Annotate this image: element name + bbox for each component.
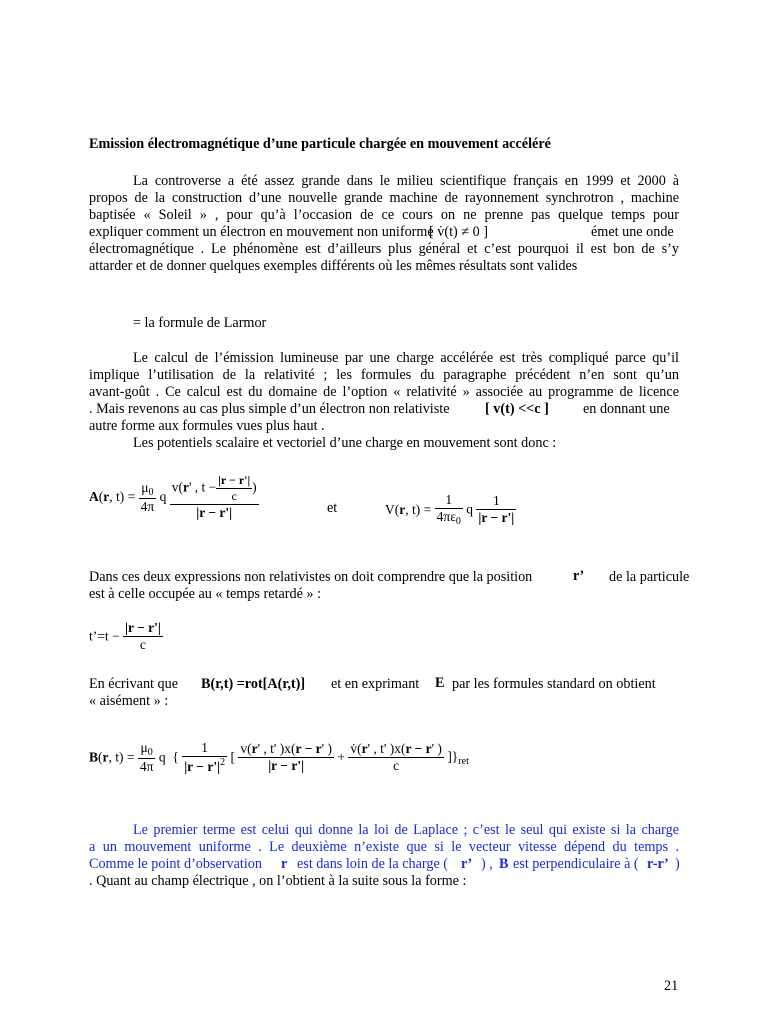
p5-line-2: a un mouvement uniforme . Le deuxième n’existe que si le vecteur vitesse dépend du temps . [89,839,679,855]
p5-line-3-text: Comme le point d’observation [89,856,262,872]
p1-line-6: attarder et de donner quelques exemples différents où les mêmes résultats sont valides [89,258,578,274]
equation-scalar-potential: V(r, t) = $\frac{1}{4\pi\varepsilon_0}$ q $\frac{1}{|r - r'|}$ [385,492,515,527]
p3-line-1 [89,568,690,586]
p3-line-1-text: Dans ces deux expressions non relativistes on doit comprendre que la position [89,569,533,585]
p2-line-4-end: en donnant une [583,401,670,417]
p5-line-3-mid2: ) , [481,856,493,872]
p4-line-1-text: En écrivant que [89,676,179,692]
page-number: 21 [664,978,679,994]
equation-magnetic-field: B(r, t) = $\frac{\mu_0}{4\pi}$ q { $\frac{1}{|r - r'|^2}$ [ $\frac{v(r' , t' )x(r - r' )}{|r - r'|}$ + $\frac{v̇(r' , t' )x(r - r' )}{c}$ ]}$_{ret}$ [89,740,469,774]
p2-line-1: Le calcul de l’émission lumineuse par une charge accélérée est très compliqué parce qu’il [133,350,679,366]
charge-position-r-prime: r’ [461,856,473,872]
vector-r-minus-r-prime: r-r’ [647,856,669,872]
p3-line-1-end: de la particule [609,569,690,585]
equation-connector: et [327,500,338,516]
p1-line-4-text: expliquer comment un électron en mouvement non uniforme [89,224,434,240]
p1-line-4 [89,224,679,241]
p1-line-3: baptisée « Soleil » , pour qu’à l’occasion de ce cours on ne prenne pas quelque temps pour [89,207,679,223]
p5-line-1: Le premier terme est celui qui donne la loi de Laplace ; c’est le seul qui existe si la charge [133,822,679,838]
p4-line-1-mid: et en exprimant [331,676,420,692]
condition-nonzero-acceleration: [ v̇(t) ≠ 0 ] [429,224,489,240]
p4-line-1 [89,676,679,693]
equation-vector-potential: A(r, t) = $\frac{\mu_0}{4\pi}$ q v(r' , t − $\frac{|r - r'|}{c}$ ) |r − r'| [89,473,257,520]
p1-line-4-end: émet une onde [591,224,674,240]
p5-line-3-mid3: est perpendiculaire à ( [513,856,639,872]
p3-line-2: est à celle occupée au « temps retardé » : [89,586,322,602]
p1-line-1: La controverse a été assez grande dans le milieu scientifique français en 1999 et 2000 à [133,173,679,189]
p4-line-2: « aisément » : [89,693,169,709]
p1-line-2: propos de la construction d’une nouvelle grande machine de rayonnement synchrotron , machine [89,190,679,206]
larmor-formula-label: = la formule de Larmor [133,315,267,331]
field-e-symbol: E [435,675,445,691]
curl-relation: B(r,t) =rot[A(r,t)] [201,676,306,692]
p5-line-4: . Quant au champ électrique , on l’obtient à la suite sous la forme : [89,873,467,889]
p1-line-5: électromagnétique . Le phénomène est d’ailleurs plus général et c’est pourquoi il est bon de s’y [89,241,679,257]
p2-line-5: autre forme aux formules vues plus haut . [89,418,325,434]
p5-line-3-end: ) [675,856,680,872]
field-b-symbol: B [499,856,509,872]
p2-line-2: implique l’utilisation de la relativité ; les formules du paragraphe précédent n’en sont qu’un [89,367,679,383]
equation-retarded-time: t’=t − $\frac{|r - r'|}{c}$ [89,620,161,652]
p2-line-4 [89,401,679,418]
p2-line-6: Les potentiels scalaire et vectoriel d’une charge en mouvement sont donc : [133,435,557,451]
p5-line-3 [89,856,679,873]
section-title: Emission électromagnétique d’une particule chargée en mouvement accéléré [89,136,551,152]
p5-line-3-mid: est dans loin de la charge ( [297,856,449,872]
position-r-prime: r’ [573,568,585,584]
p2-line-3: avant-goût . Ce calcul est du domaine de l’option « relativité » associée au programme de licence [89,384,679,400]
observation-point-r: r [281,856,288,872]
p2-line-4-text: . Mais revenons au cas plus simple d’un électron non relativiste [89,401,450,417]
p4-line-1-end: par les formules standard on obtient [452,676,656,692]
condition-non-relativistic: [ v(t) <<c ] [485,401,549,417]
